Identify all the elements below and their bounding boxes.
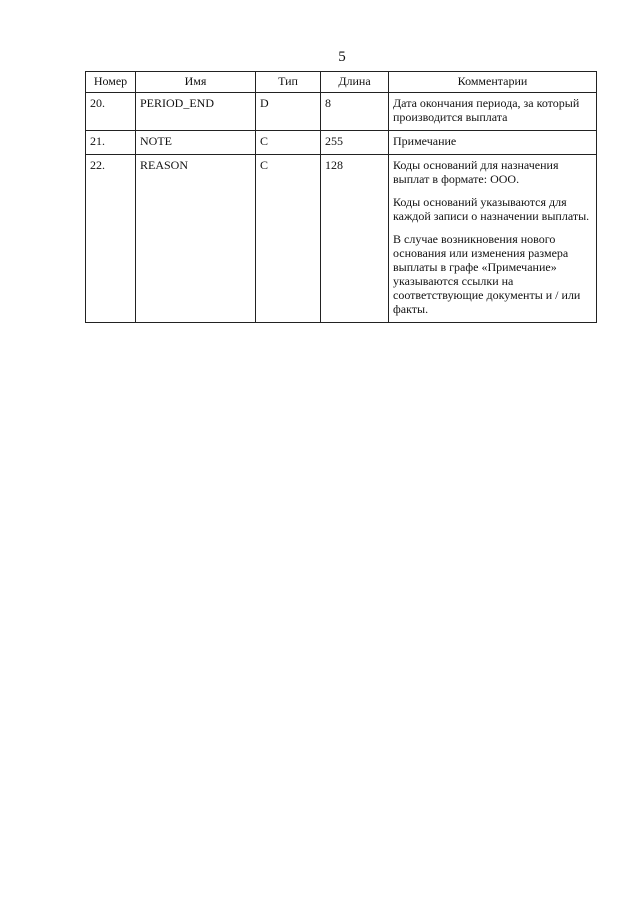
- header-number: Номер: [86, 72, 136, 93]
- fields-table: [85, 71, 597, 323]
- header-length: Длина: [321, 72, 389, 93]
- header-comments: Комментарии: [389, 72, 597, 93]
- header-name: Имя: [136, 72, 256, 93]
- comment-paragraph: Дата окончания периода, за который производится выплата: [393, 96, 580, 124]
- cell-name: PERIOD_END: [136, 93, 256, 131]
- cell-length: 8: [321, 93, 389, 131]
- cell-comments: [389, 131, 597, 155]
- table-row: [86, 155, 597, 323]
- cell-type: C: [256, 131, 321, 155]
- cell-length: 255: [321, 131, 389, 155]
- cell-name: REASON: [136, 155, 256, 323]
- comment-paragraph: Примечание: [393, 134, 457, 148]
- cell-name: NOTE: [136, 131, 256, 155]
- header-type: Тип: [256, 72, 321, 93]
- table-header-row: [86, 72, 597, 93]
- cell-length: 128: [321, 155, 389, 323]
- cell-comments: [389, 93, 597, 131]
- comment-paragraph: В случае возникновения нового основания или изменения размера выплаты в графе «Примечание» указываются ссылки на соответствующие документы и / или факты.: [393, 232, 581, 316]
- cell-type: C: [256, 155, 321, 323]
- comment-paragraph: Коды оснований указываются для каждой записи о назначении выплаты.: [393, 195, 590, 223]
- cell-comments: [389, 155, 597, 323]
- cell-number: 21.: [86, 131, 136, 155]
- cell-number: 20.: [86, 93, 136, 131]
- table-row: [86, 93, 597, 131]
- table-row: [86, 131, 597, 155]
- cell-type: D: [256, 93, 321, 131]
- comment-paragraph: Коды оснований для назначения выплат в формате: ООО.: [393, 158, 559, 186]
- cell-number: 22.: [86, 155, 136, 323]
- page-number: 5: [338, 49, 346, 65]
